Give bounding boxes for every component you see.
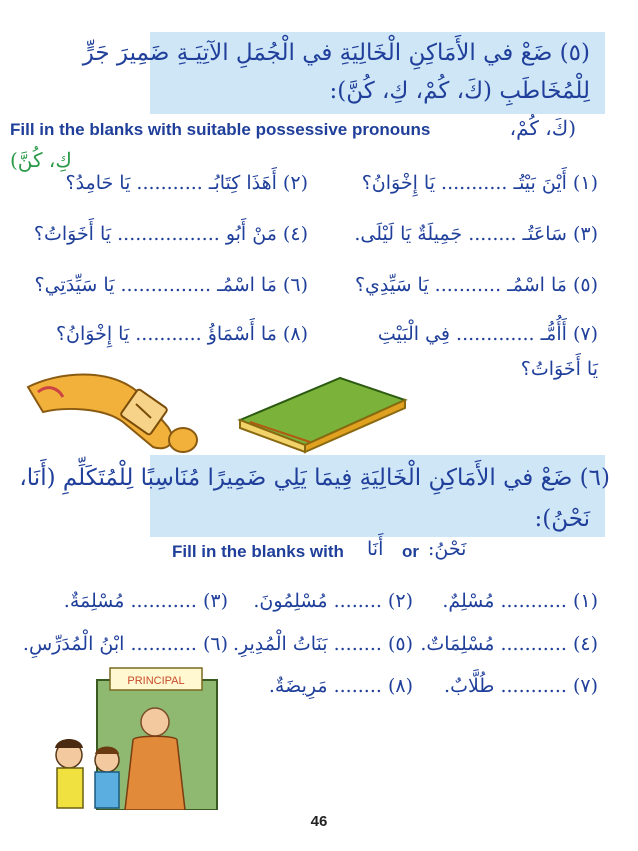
exercise-6-item-4: (٤) ........... مُسْلِمَاتٌ. (420, 633, 598, 655)
watch-illustration (18, 352, 208, 467)
exercise-6-english-instruction: Fill in the blanks with (172, 542, 344, 561)
exercise-5-item-4: (٤) مَنْ أَبُو ................. يَا أَخَوَاتُ؟ (33, 223, 308, 245)
exercise-6-item-8: (٨) ........ مَرِيضَةٌ. (268, 675, 413, 697)
exercise-5-item-5: (٥) مَا اسْمُـ ........... يَا سَيِّدِي؟ (354, 274, 598, 296)
exercise-6-item-6: (٦) ........... ابْنُ الْمُدَرِّسِ. (22, 633, 228, 655)
exercise-5-title-line2: لِلْمُخَاطَبِ (كَ، كُمْ، كِ، كُنَّ): (329, 78, 590, 104)
exercise-5-item-7: (٧) أَأُمُّـ ............. فِي الْبَيْتِ (377, 323, 598, 345)
exercise-6-item-7: (٧) ........... طُلَّابٌ. (444, 675, 598, 697)
exercise-6-item-5: (٥) ........ بَنَاتُ الْمُدِيرِ. (232, 633, 413, 655)
exercise-5-item-2: (٢) أَهَذَا كِتَابُـ ........... يَا حَامِدُ؟ (65, 172, 308, 194)
exercise-6-item-3: (٣) ........... مُسْلِمَةٌ. (63, 590, 228, 612)
exercise-5-item-1: (١) أَيْنَ بَيْتُـ ........... يَا إِخْوَانُ؟ (361, 172, 598, 194)
exercise-6-title-line2: نَحْنُ): (534, 506, 590, 532)
principal-sign-text: PRINCIPAL (127, 675, 185, 687)
exercise-5-pronouns-a: (كَ، كُمْ، (509, 116, 576, 140)
exercise-6-item-2: (٢) ........ مُسْلِمُونَ. (253, 590, 413, 612)
exercise-6-or: or (402, 542, 419, 561)
exercise-5-title-line1: (٥) ضَعْ في الأَمَاكِنِ الْخَالِيَةِ في الْجُمَلِ الآتِيَـةِ ضَمِيرَ جَرٍّ (82, 40, 590, 66)
exercise-5-pronouns-b: كِ، كُنَّ) (10, 148, 72, 172)
principal-illustration (35, 660, 225, 810)
exercise-5-item-7-continuation: يَا أَخَوَاتُ؟ (520, 358, 598, 380)
book-illustration (230, 370, 410, 455)
page-number: 46 (310, 813, 328, 830)
exercise-5-item-6: (٦) مَا اسْمُـ ............... يَا سَيِّدَتِي؟ (34, 274, 308, 296)
exercise-6-nahnu: نَحْنُ: (428, 538, 467, 560)
exercise-5-english-instruction: Fill in the blanks with suitable possessive pronouns (10, 120, 431, 139)
exercise-5-item-8: (٨) مَا أَسْمَاؤُ ........... يَا إِخْوَانُ؟ (55, 323, 308, 345)
exercise-6-item-1: (١) ........... مُسْلِمٌ. (442, 590, 598, 612)
exercise-6-ana: أَنَا (367, 538, 384, 560)
exercise-6-title-line1: (٦) ضَعْ في الأَمَاكِنِ الْخَالِيَةِ فِيمَا يَلِي ضَمِيرًا مُنَاسِبًا لِلْمُتَكَلِّمِ (أَنَا، (19, 465, 610, 491)
exercise-5-item-3: (٣) سَاعَتُـ ........ جَمِيلَةٌ يَا لَيْلَى. (354, 223, 598, 245)
